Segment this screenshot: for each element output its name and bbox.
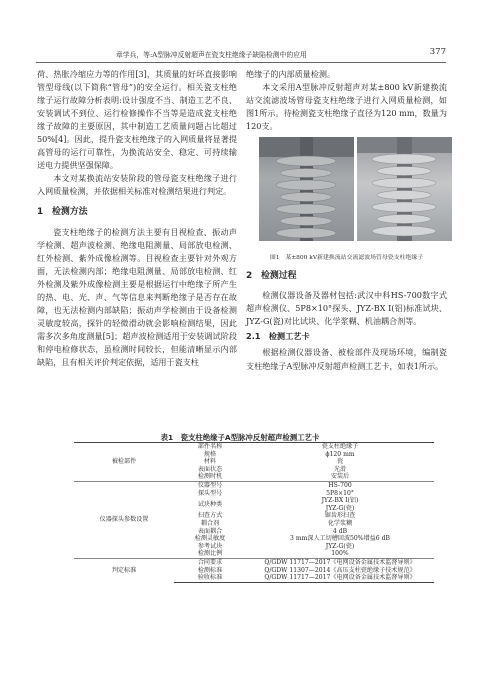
table-key-cell: 表面耦合 [197, 527, 223, 535]
table-value-cell: JYZ-G(瓷) [325, 542, 355, 550]
running-head-title: 章学兵，等:A型脉冲反射超声在瓷支柱绝缘子缺陷检测中的应用 [116, 51, 307, 59]
header-rule [36, 62, 446, 63]
table-value-cell: 光滑 [333, 465, 347, 473]
table-key-cell: 参考试块 [197, 542, 223, 550]
table-value-cell: ϕ120 mm [325, 450, 355, 458]
table-value-cell: Q/GDW 11307—2014《高压支柱瓷绝缘子技术规范》 [264, 566, 416, 574]
table-group-label: 被检部件 [74, 443, 174, 482]
table-key-cell: 仪器型号 [174, 481, 246, 489]
table-value-cell: Q/GDW 11717—2017《电网设备金属技术监督导则》 [246, 558, 434, 566]
table-value-cell: 3 mm深人工切槽回波50%增益6 dB [290, 535, 390, 543]
table-key-cell: 耦合剂 [200, 519, 220, 527]
left-column [37, 68, 237, 369]
table-value-cell: 瓷 [336, 458, 344, 466]
table-key-cell: 检测灵敏度 [194, 535, 226, 543]
insulator-photo-left [259, 137, 354, 241]
table-key-cell: 检测时机 [197, 473, 223, 481]
table-row [74, 443, 434, 451]
insulator-photo-right [357, 137, 452, 241]
figure-caption: 图1 某±800 kV新建换流站交流滤波场管母瓷支柱绝缘子 [269, 255, 424, 262]
right-column [246, 68, 447, 373]
table-key-cell: 规格 [203, 450, 217, 458]
table-value-cell: 瓷支柱绝缘子 [246, 443, 434, 451]
section-paragraph: 瓷支柱绝缘子的检测方法主要有目视检查、振动声学检测、超声波检测、绝缘电阻测量、局部放电检测、红外检测、紫外成像检测等。目视检查主要针对外观方面，无法检测内部；绝缘电阻测量、局部放电检测、红外检测及紫外成像检测主要是根据运行中绝缘子所产生的热、电、光、声、气等信息来判断绝缘子是否存在故障，也无法检测内部缺陷；振动声学检测由于设备检测灵敏度较高，探针的轻微滑动就会影响检测结果，因此需多次多角度测量[5]；超声波检测适用于安装调试阶段和停电检修状态，虽检测时间较长，但能清晰显示内部缺陷，且有相关评价判定依据，适用于瓷支柱 [37, 226, 237, 367]
body-paragraph: 绝缘子的内部质量检测。 [246, 69, 336, 79]
table-key-cell: 验收标准 [174, 574, 246, 582]
table-value-cell: JYZ-G(瓷) [325, 504, 355, 512]
table-key-cell: 检测比例 [197, 550, 223, 558]
running-header [36, 47, 446, 61]
figure-1 [246, 137, 447, 252]
table-key-cell: 合同要求 [174, 558, 246, 566]
table-value-cell: 锯齿形扫查 [324, 512, 356, 520]
table-group-label: 判定标准 [74, 558, 174, 582]
table-key-cell: 部件名称 [174, 443, 246, 451]
table-value-cell: 化学浆糊 [327, 519, 353, 527]
page-number: 377 [429, 47, 446, 57]
table-value-cell: HS-700 [246, 481, 434, 489]
table-key-cell: 表面状态 [197, 465, 223, 473]
section-heading: 2 检测过程 [246, 271, 297, 282]
table-key-cell: 探头型号 [197, 489, 223, 497]
intro-paragraph: 本文对某换流站安装阶段的管母瓷支柱绝缘子进行入网质量检测，并依据相关标准对检测结果进行判定。 [37, 173, 237, 197]
table-value-cell: 4 dB [332, 527, 348, 535]
table-value-cell: 5P8×10° [326, 489, 354, 497]
process-card-table [74, 442, 434, 583]
section-paragraph: 检测仪器设备及器材包括:武汉中科HS-700数字式超声检测仪、5P8×10°探头、JYZ-BX I(铝)标准试块、JYZ-G(瓷)对比试块、化学浆糊、机油耦合剂等。 [246, 290, 447, 327]
body-paragraph: 本文采用A型脉冲反射超声对某±800 kV新建换流站交流滤波场管母瓷支柱绝缘子进行入网质量检测，如图1所示。待检测瓷支柱绝缘子直径为120 mm，数量为120支。 [246, 82, 447, 132]
table-caption: 表1 瓷支柱绝缘子A型脉冲反射超声检测工艺卡 [160, 433, 320, 442]
table-key-cell: 扫查方式 [197, 512, 223, 520]
table-key-cell: 试块种类 [197, 500, 223, 508]
table-value-cell: Q/GDW 11717—2017《电网设备金属技术监督导则》 [246, 574, 434, 582]
intro-paragraph: 荷、热胀冷缩应力等的作用[3]，其质量的好坏直接影响管型母线(以下简称“管母”)的安全运行。相关瓷支柱绝缘子运行故障分析表明:设计强度不当、制造工艺不良、安装调试不到位、运行检修操作不当等是造成瓷支柱绝缘子故障的主要原因，其中制造工艺质量问题占比超过50%[4]。因此，提升瓷支柱绝缘子的入网质量将显著提高管母的运行可靠性，为换流站安全、稳定、可持续输送电力提供坚强保障。 [37, 69, 237, 171]
table-group-label: 仪器探头参数设置 [74, 481, 174, 558]
table-row [74, 481, 434, 489]
table-key-cell: 检测标准 [197, 566, 223, 574]
table-value-cell: 100% [331, 550, 349, 558]
table-value-cell: 安装后 [330, 473, 350, 481]
table-row [74, 558, 434, 566]
table-value-cell: JYZ-BX I(铝) [321, 497, 359, 505]
table-key-cell: 材料 [203, 458, 217, 466]
subsection-heading: 2.1 检测工艺卡 [246, 331, 310, 342]
subsection-paragraph: 根据检测仪器设备、被检部件及现场环境，编制瓷支柱绝缘子A型脉冲反射超声检测工艺卡，如表1所示。 [246, 347, 447, 371]
section-heading: 1 检测方法 [37, 207, 88, 218]
